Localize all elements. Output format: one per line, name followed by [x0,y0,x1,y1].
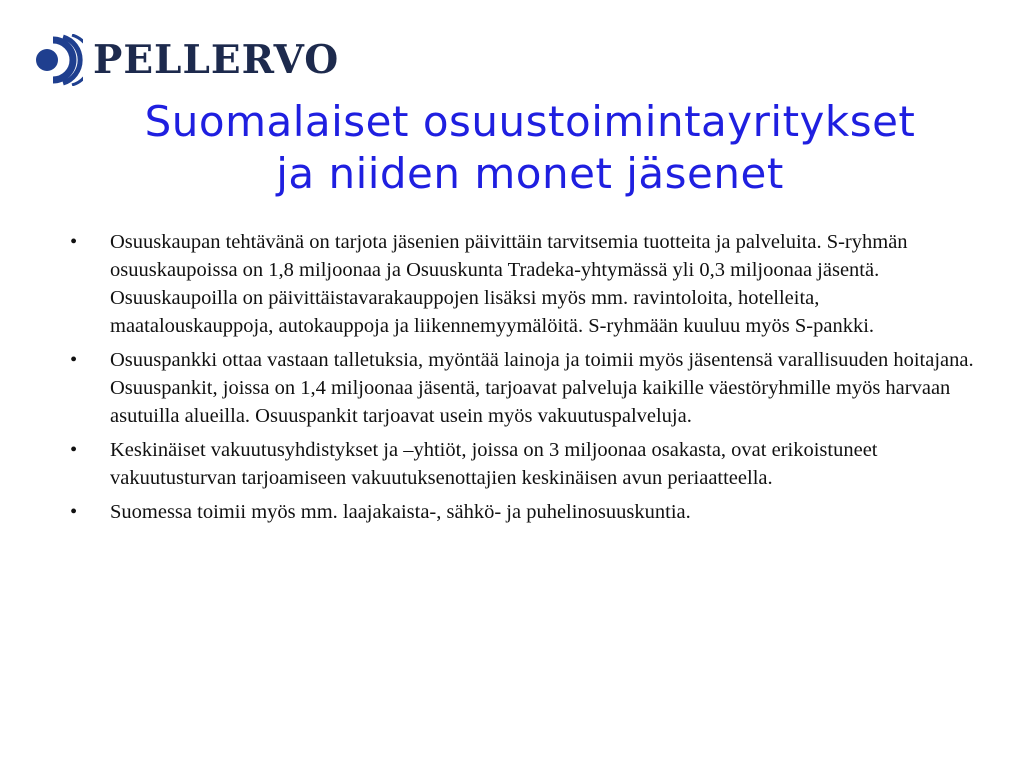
pellervo-logo [31,32,340,90]
bullet-dot-icon: • [70,439,78,461]
bullet-item [70,498,975,526]
logo-wordmark: PELLERVO [93,37,340,83]
slide-title [60,96,1000,200]
title-line-2: ja niiden monet jäsenet [276,149,784,198]
bullet-dot-icon: • [70,349,78,371]
bullet-dot-icon: • [70,501,78,523]
bullet-item [70,436,975,492]
bullet-item [70,346,975,430]
bullet-text: Osuuskaupan tehtävänä on tarjota jäsenien päivittäin tarvitsemia tuotteita ja palveluita. S-ryhmän osuuskaupoissa on 1,8 miljoonaa ja Osuuskunta Tradeka-yhtymässä yli 0,3 miljoonaa jäsentä. Osuuskaupoilla on päivittäistavarakauppojen lisäksi myös mm. ravintoloita, hotelleita, maatalouskauppoja, autokauppoja ja liikennemyymälöitä. S-ryhmään kuuluu myös S-pankki. [110,231,908,337]
title-line-1: Suomalaiset osuustoimintayritykset [144,97,916,146]
bullet-text: Keskinäiset vakuutusyhdistykset ja –yhtiöt, joissa on 3 miljoonaa osakasta, ovat erikoistuneet vakuutusturvan tarjoamiseen vakuutuksenottajien keskinäisen avun periaatteella. [110,439,878,489]
bullet-list [70,228,975,532]
bullet-item [70,228,975,340]
bullet-dot-icon: • [70,231,78,253]
bullet-text: Osuuspankki ottaa vastaan talletuksia, myöntää lainoja ja toimii myös jäsentensä varallisuuden hoitajana. Osuuspankit, joissa on 1,4 miljoonaa jäsentä, tarjoavat palveluja kaikille väestöryhmille myös harvaan asutuilla alueilla. Osuuspankit tarjoavat usein myös vakuutuspalveluja. [110,349,974,427]
pellervo-logo-icon [31,34,83,86]
bullet-text: Suomessa toimii myös mm. laajakaista-, sähkö- ja puhelinosuuskuntia. [110,501,691,523]
